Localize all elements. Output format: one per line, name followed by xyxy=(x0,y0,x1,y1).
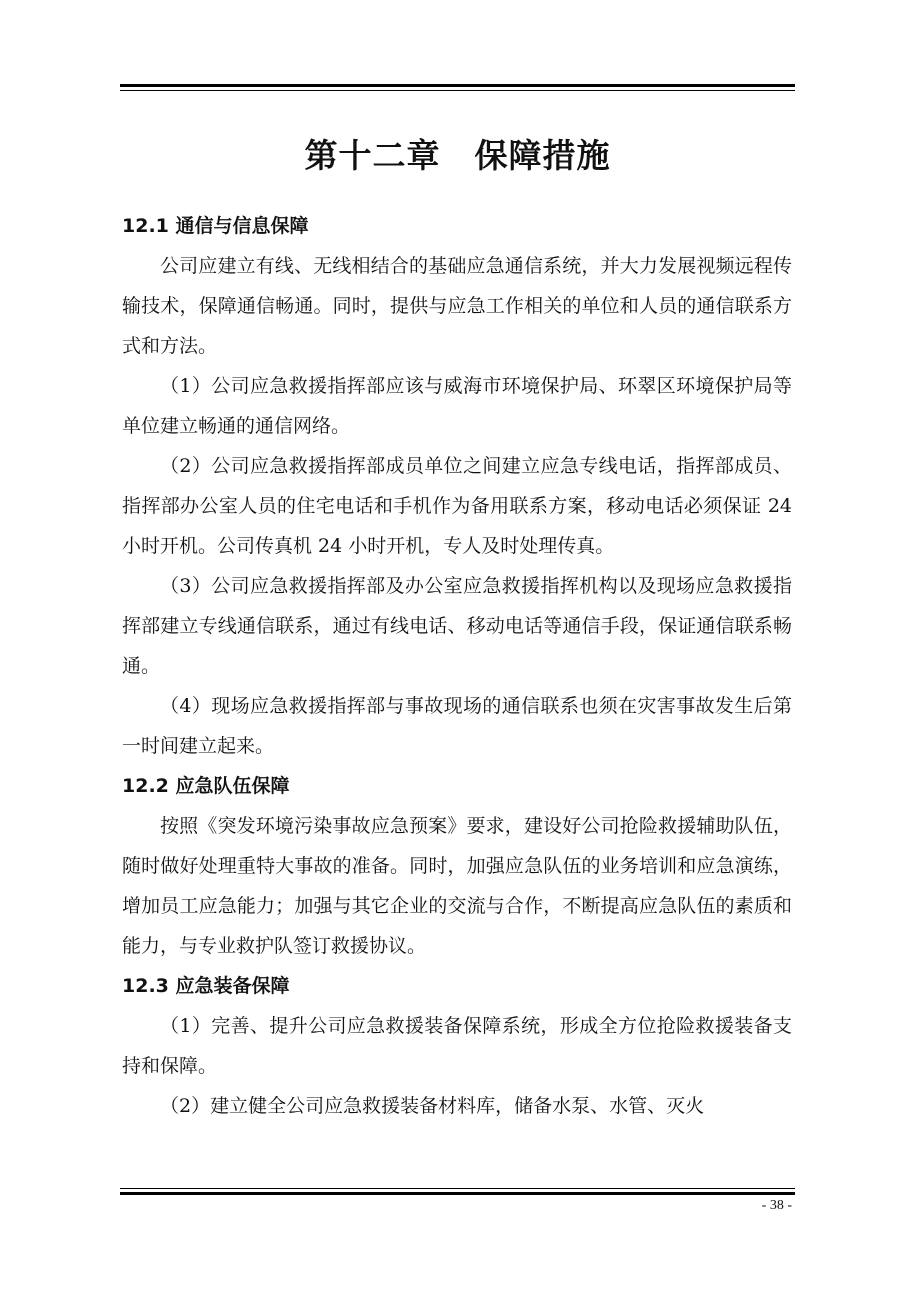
footer-rule xyxy=(120,1188,795,1196)
paragraph: （1）公司应急救援指挥部应该与威海市环境保护局、环翠区环境保护局等单位建立畅通的通信网络。 xyxy=(122,375,792,437)
section-heading: 12.3 应急装备保障 xyxy=(122,975,290,997)
header-rule-thick xyxy=(120,84,795,87)
chapter-title: 第十二章 保障措施 xyxy=(304,136,611,175)
footer-rule-thick xyxy=(120,1192,795,1195)
page-number: - 38 - xyxy=(761,1198,792,1213)
section-team xyxy=(122,766,792,966)
paragraph: （4）现场应急救援指挥部与事故现场的通信联系也须在灾害事故发生后第一时间建立起来。 xyxy=(122,695,792,757)
paragraph: （2）建立健全公司应急救援装备材料库，储备水泵、水管、灭火 xyxy=(160,1095,705,1117)
section-communication xyxy=(122,206,792,766)
header-rule xyxy=(120,84,795,93)
section-equipment xyxy=(122,966,792,1126)
paragraph: （3）公司应急救援指挥部及办公室应急救援指挥机构以及现场应急救援指挥部建立专线通信联系，通过有线电话、移动电话等通信手段，保证通信联系畅通。 xyxy=(122,575,792,677)
header-rule-thin xyxy=(120,90,795,91)
paragraph: 按照《突发环境污染事故应急预案》要求，建设好公司抢险救援辅助队伍，随时做好处理重特大事故的准备。同时，加强应急队伍的业务培训和应急演练，增加员工应急能力；加强与其它企业的交流与合作，不断提高应急队伍的素质和能力，与专业救护队签订救援协议。 xyxy=(122,815,792,957)
paragraph: 公司应建立有线、无线相结合的基础应急通信系统，并大力发展视频远程传输技术，保障通信畅通。同时，提供与应急工作相关的单位和人员的通信联系方式和方法。 xyxy=(122,255,792,357)
paragraph: （2）公司应急救援指挥部成员单位之间建立应急专线电话，指挥部成员、指挥部办公室人员的住宅电话和手机作为备用联系方案，移动电话必须保证 24 小时开机。公司传真机 24 小时开机，专人及时处理传真。 xyxy=(122,455,792,557)
section-heading: 12.1 通信与信息保障 xyxy=(122,215,309,237)
paragraph: （1）完善、提升公司应急救援装备保障系统，形成全方位抢险救援装备支持和保障。 xyxy=(122,1015,792,1077)
document-body xyxy=(122,206,792,1126)
footer-rule-thin xyxy=(120,1188,795,1189)
section-heading: 12.2 应急队伍保障 xyxy=(122,775,290,797)
